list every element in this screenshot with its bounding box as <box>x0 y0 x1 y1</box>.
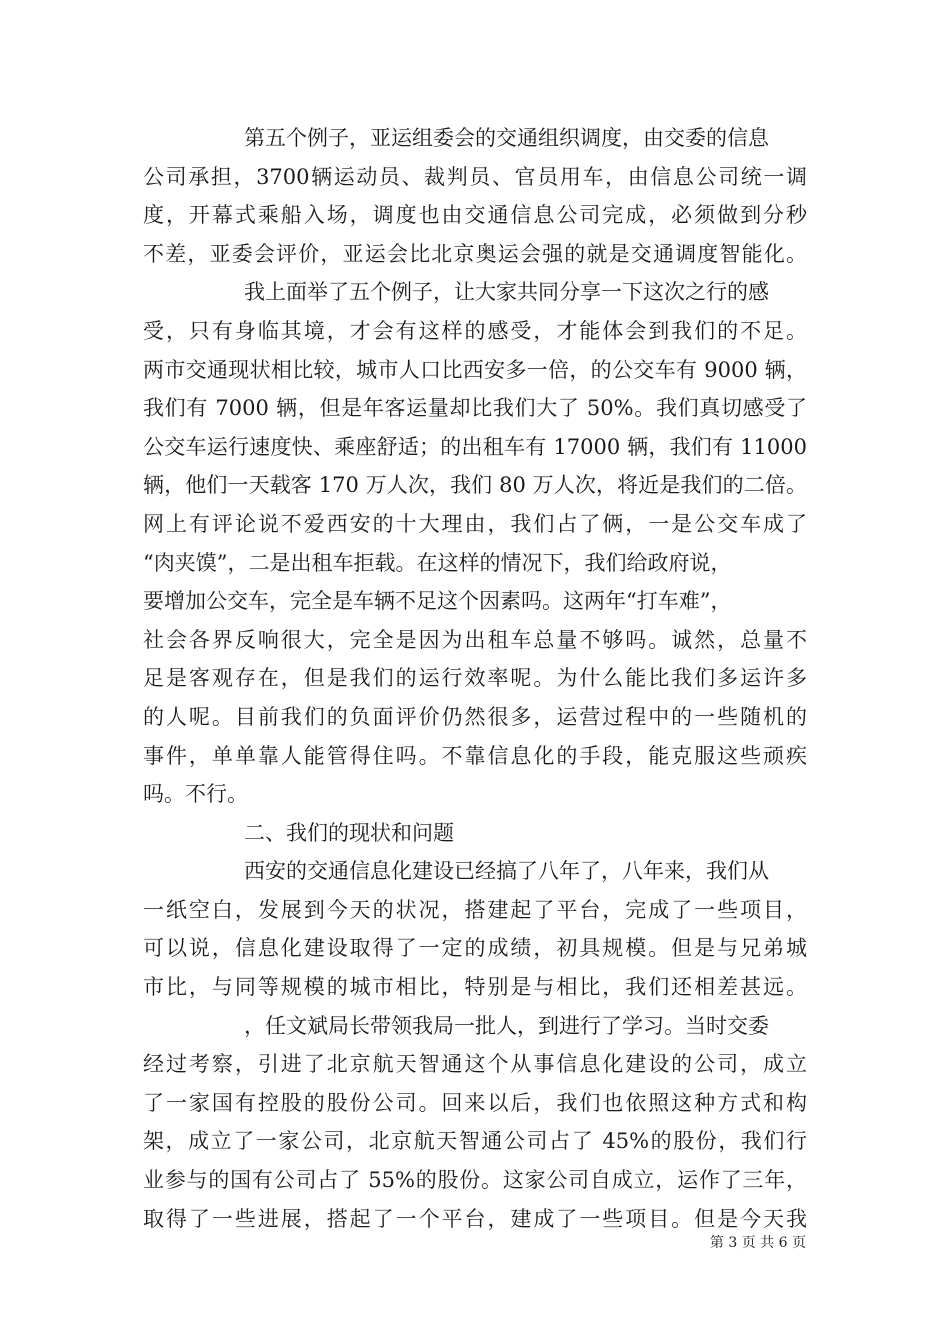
page-number-footer: 第 3 页 共 6 页 <box>709 1235 806 1251</box>
paragraph-line: 业参与的国有公司占了 55%的股份。这家公司自成立，运作了三年， <box>143 1168 807 1193</box>
paragraph-line: 市比，与同等规模的城市相比，特别是与相比，我们还相差甚远。 <box>143 975 807 1000</box>
paragraph-line: 公交车运行速度快、乘座舒适；的出租车有 17000 辆，我们有 11000 <box>143 434 807 459</box>
paragraph-line: ，任文斌局长带领我局一批人，到进行了学习。当时交委 <box>244 1013 769 1038</box>
paragraph-line: 取得了一些进展，搭起了一个平台，建成了一些项目。但是今天我 <box>143 1206 807 1231</box>
paragraph-line: 一纸空白，发展到今天的状况，搭建起了平台，完成了一些项目， <box>143 897 807 922</box>
paragraph-line: 我们有 7000 辆，但是年客运量却比我们大了 50%。我们真切感受了 <box>143 396 807 421</box>
paragraph-line: 吗。不行。 <box>143 782 248 807</box>
paragraph-line: 要增加公交车，完全是车辆不足这个因素吗。这两年“打车难”， <box>143 589 732 614</box>
paragraph-line: 架，成立了一家公司，北京航天智通公司占了 45%的股份，我们行 <box>143 1129 807 1154</box>
section-heading: 二、我们的现状和问题 <box>244 820 454 845</box>
paragraph-line: 了一家国有控股的股份公司。回来以后，我们也依照这种方式和构 <box>143 1090 807 1115</box>
paragraph-line: 公司承担，3700辆运动员、裁判员、官员用车，由信息公司统一调 <box>143 164 807 189</box>
paragraph-line: 事件，单单靠人能管得住吗。不靠信息化的手段，能克服这些顽疾 <box>143 743 807 768</box>
paragraph-line: 辆，他们一天载客 170 万人次，我们 80 万人次，将近是我们的二倍。 <box>143 473 807 498</box>
body-text <box>143 119 807 1238</box>
paragraph-line: 我上面举了五个例子，让大家共同分享一下这次之行的感 <box>244 280 769 305</box>
paragraph-line: 经过考察，引进了北京航天智通这个从事信息化建设的公司，成立 <box>143 1052 807 1077</box>
paragraph-line: 受，只有身临其境，才会有这样的感受，才能体会到我们的不足。 <box>143 318 807 343</box>
paragraph-line: 的人呢。目前我们的负面评价仍然很多，运营过程中的一些随机的 <box>143 704 807 729</box>
paragraph-line: 度，开幕式乘船入场，调度也由交通信息公司完成，必须做到分秒 <box>143 203 807 228</box>
paragraph-line: 可以说，信息化建设取得了一定的成绩，初具规模。但是与兄弟城 <box>143 936 807 961</box>
paragraph-line: 不差，亚委会评价，亚运会比北京奥运会强的就是交通调度智能化。 <box>143 241 807 266</box>
paragraph-line: 两市交通现状相比较，城市人口比西安多一倍，的公交车有 9000 辆， <box>143 357 807 382</box>
paragraph-line: 网上有评论说不爱西安的十大理由，我们占了俩，一是公交车成了 <box>143 511 807 536</box>
paragraph-line: 西安的交通信息化建设已经搞了八年了，八年来，我们从 <box>244 859 769 884</box>
paragraph-line: “肉夹馍”，二是出租车拒载。在这样的情况下，我们给政府说， <box>143 550 732 575</box>
paragraph-line: 社会各界反响很大，完全是因为出租车总量不够吗。诚然，总量不 <box>143 627 807 652</box>
paragraph-line: 足是客观存在，但是我们的运行效率呢。为什么能比我们多运许多 <box>143 666 807 691</box>
paragraph-line: 第五个例子，亚运组委会的交通组织调度，由交委的信息 <box>244 126 769 150</box>
